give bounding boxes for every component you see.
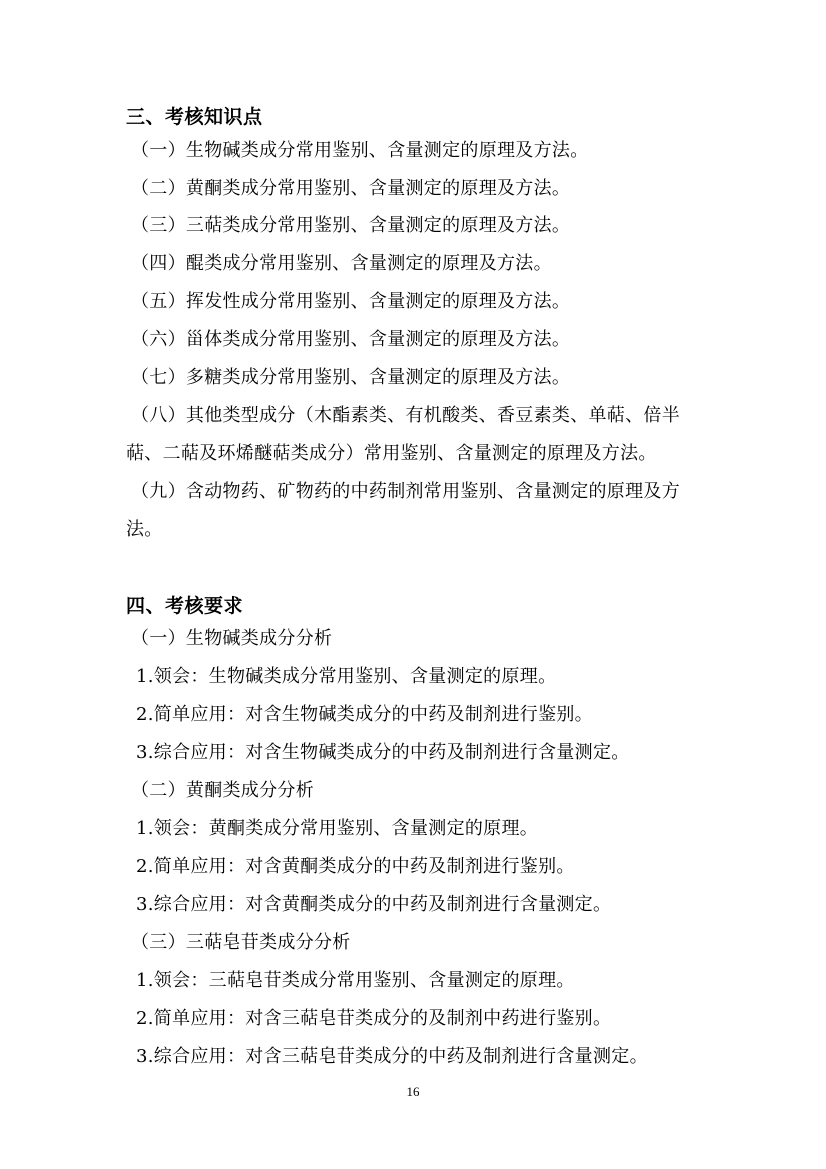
knowledge-point-2: （二）黄酮类成分常用鉴别、含量测定的原理及方法。 (131, 178, 571, 199)
requirement-item: 2.简单应用：对含三萜皂苷类成分的及制剂中药进行鉴别。 (136, 1008, 612, 1029)
requirement-item: 3.综合应用：对含生物碱类成分的中药及制剂进行含量测定。 (136, 742, 630, 763)
knowledge-point-8-continued: 萜、二萜及环烯醚萜类成分）常用鉴别、含量测定的原理及方法。 (126, 443, 657, 464)
knowledge-point-9-continued: 法。 (126, 519, 163, 540)
knowledge-point-7: （七）多糖类成分常用鉴别、含量测定的原理及方法。 (131, 367, 571, 388)
requirement-subheading-3: （三）三萜皂苷类成分分析 (131, 932, 351, 953)
requirement-subheading-2: （二）黄酮类成分分析 (131, 780, 314, 801)
requirement-item: 2.简单应用：对含生物碱类成分的中药及制剂进行鉴别。 (136, 704, 593, 725)
knowledge-point-3: （三）三萜类成分常用鉴别、含量测定的原理及方法。 (131, 215, 571, 236)
requirement-item: 3.综合应用：对含黄酮类成分的中药及制剂进行含量测定。 (136, 894, 612, 915)
page-number: 16 (406, 1084, 420, 1099)
requirement-item: 3.综合应用：对含三萜皂苷类成分的中药及制剂进行含量测定。 (136, 1046, 648, 1067)
knowledge-point-5: （五）挥发性成分常用鉴别、含量测定的原理及方法。 (131, 291, 571, 312)
knowledge-point-9: （九）含动物药、矿物药的中药制剂常用鉴别、含量测定的原理及方 (131, 481, 680, 502)
knowledge-point-1: （一）生物碱类成分常用鉴别、含量测定的原理及方法。 (131, 140, 589, 161)
section-3-heading: 三、考核知识点 (126, 106, 263, 128)
section-4-heading: 四、考核要求 (126, 595, 244, 617)
requirement-subheading-1: （一）生物碱类成分分析 (131, 628, 333, 649)
requirement-item: 1.领会：生物碱类成分常用鉴别、含量测定的原理。 (136, 666, 557, 687)
requirement-item: 2.简单应用：对含黄酮类成分的中药及制剂进行鉴别。 (136, 856, 575, 877)
requirement-item: 1.领会：黄酮类成分常用鉴别、含量测定的原理。 (136, 818, 539, 839)
knowledge-point-8: （八）其他类型成分（木酯素类、有机酸类、香豆素类、单萜、倍半 (131, 405, 680, 426)
knowledge-point-4: （四）醌类成分常用鉴别、含量测定的原理及方法。 (131, 253, 552, 274)
knowledge-point-6: （六）甾体类成分常用鉴别、含量测定的原理及方法。 (131, 329, 571, 350)
requirement-item: 1.领会：三萜皂苷类成分常用鉴别、含量测定的原理。 (136, 970, 575, 991)
